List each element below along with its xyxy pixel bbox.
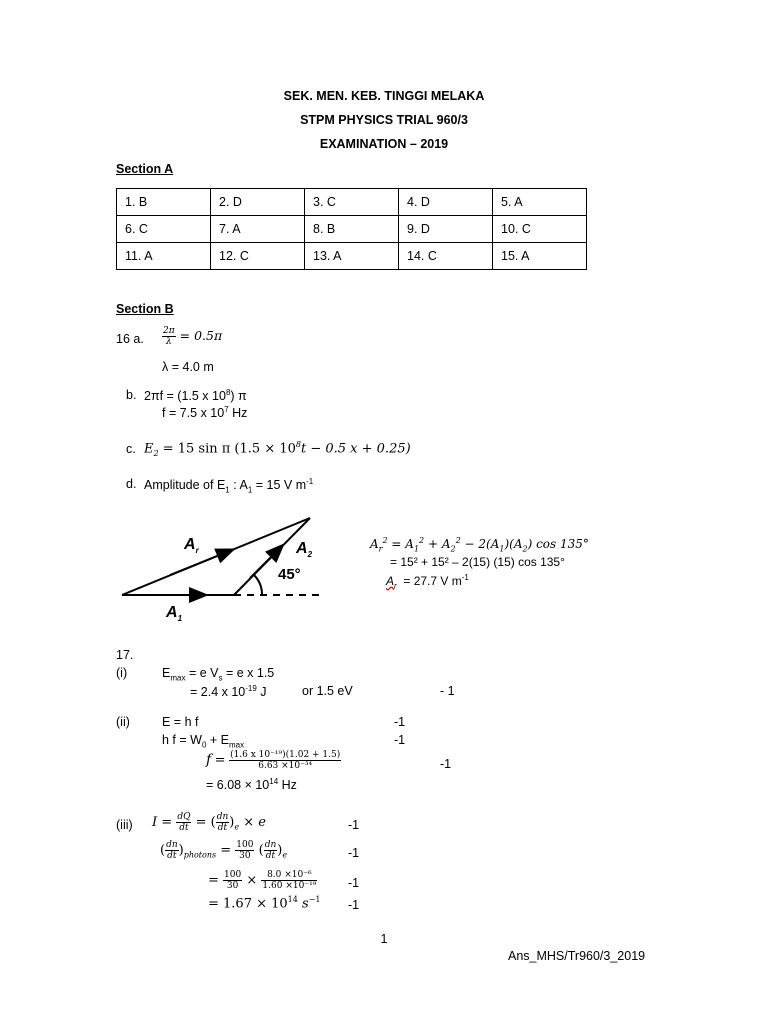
q17ii-label: (ii) [116,715,130,729]
answer-cell: 15. A [493,243,587,270]
answer-cell: 4. D [399,189,493,216]
label-angle: 45° [278,566,301,583]
answer-cell: 11. A [117,243,211,270]
document-code: Ans_MHS/Tr960/3_2019 [508,949,646,963]
section-a-title: Section A [116,162,174,176]
q17iii-eq1: I = $\frac{dQ}{dt}$ = ( $\frac{dn}{dt}$ )$_e \times e$ [152,812,266,833]
answer-cell: 8. B [305,216,399,243]
q17ii-mark1: -1 [394,715,406,729]
q17iii-eq2: ( $\frac{dn}{dt}$ )$_{photons}$ = $\frac{100}{30}$ ( $\frac{dn}{dt}$ )$_e$ [160,840,288,861]
q17iii-label: (iii) [116,818,133,832]
q17iii-mark3: -1 [348,876,360,890]
q17iii-mark2: -1 [348,846,360,860]
answer-table [116,188,587,270]
q17iii-mark4: -1 [348,898,360,912]
q16d-label: d. [126,477,137,491]
vector-ar-arrow [170,550,232,575]
q17ii-mark2: -1 [394,733,406,747]
section-b-title: Section B [116,302,174,316]
cosine-rule-formula: $A_r^2 = A_1^2 + A_2^2 - 2(A_1)(A_2)$ cos 135° [370,536,589,554]
table-row [117,216,587,243]
school-name: SEK. MEN. KEB. TINGGI MELAKA [283,89,485,103]
q17iii-eq3: = $\frac{100}{30}$ × $\frac{\text{8.0 ×10⁻⁶}}{\text{1.60 ×10⁻¹⁹}}$ [208,870,317,891]
cosine-rule-substitution: = 15² + 15² – 2(15) (15) cos 135° [390,555,565,569]
answer-cell: 5. A [493,189,587,216]
vector-diagram [110,510,340,630]
answer-cell: 1. B [117,189,211,216]
page-number: 1 [380,932,388,946]
q16c-label: c. [126,442,136,456]
exam-title: EXAMINATION – 2019 [319,137,449,151]
answer-cell: 10. C [493,216,587,243]
answer-cell: 2. D [211,189,305,216]
q17ii-mark3: -1 [440,757,452,771]
q16b-label: b. [126,388,137,402]
q17ii-result: = $6.08 \times 10^{14}$ Hz [206,777,297,793]
label-ar: $A_r$ [184,536,199,556]
q16a-result: λ = 4.0 m [162,360,214,374]
answer-cell: 12. C [211,243,305,270]
answer-cell: 14. C [399,243,493,270]
q16b-line1: 2πf = (1.5 x $10^8$) π [144,388,247,404]
q17i-or: or 1.5 eV [302,684,353,698]
answer-cell: 9. D [399,216,493,243]
answer-cell: 3. C [305,189,399,216]
q16c-equation: $E_2 = 15$ sin π ($1.5 \times 10^8t - 0.5$ x + 0.25) [144,440,411,458]
label-a2: $A_2$ [296,540,313,560]
table-row [117,243,587,270]
resultant-value: $A_r = 27.7$ V $m^{-1}$ [386,573,469,591]
q16b-line2: f = 7.5 x $10^7$ Hz [162,405,248,421]
q16a-label: 16 a. [116,332,144,346]
answer-cell: 7. A [211,216,305,243]
table-row [117,189,587,216]
q17i-mark: - 1 [440,684,455,698]
q17i-label: (i) [116,666,128,680]
q17ii-equation: f = $\frac{\text{(1.6 x 10⁻¹⁹)(1.02 + 1.5)}}{\text{6.63 ×10⁻³⁴}}$ [206,750,341,771]
q17iii-result: = $1.67 \times 10^{14}$ $s^{-1}$ [208,895,321,912]
q17i-line2: = 2.4 x $10^{-19}$ J [190,684,267,700]
q17ii-line1: E = h f [162,715,199,729]
q17i-line1: $E_{max} = e$ $V_s = e$ x 1.5 [162,666,275,683]
angle-arc [254,575,262,595]
answer-cell: 6. C [117,216,211,243]
answer-cell: 13. A [305,243,399,270]
label-a1: $A_1$ [166,604,183,624]
paper-title: STPM PHYSICS TRIAL 960/3 [300,113,468,127]
q16a-equation: $\frac{2\pi}{\lambda}$ = 0.5π [163,326,223,347]
q16d-text: Amplitude of $E_1$ : $A_1 = 15$ V $m^{-1}$ [144,477,314,495]
q17iii-mark1: -1 [348,818,360,832]
q17-label: 17. [116,648,134,662]
q17ii-line2: h $f = W_0 + E_{max}$ [162,733,245,750]
